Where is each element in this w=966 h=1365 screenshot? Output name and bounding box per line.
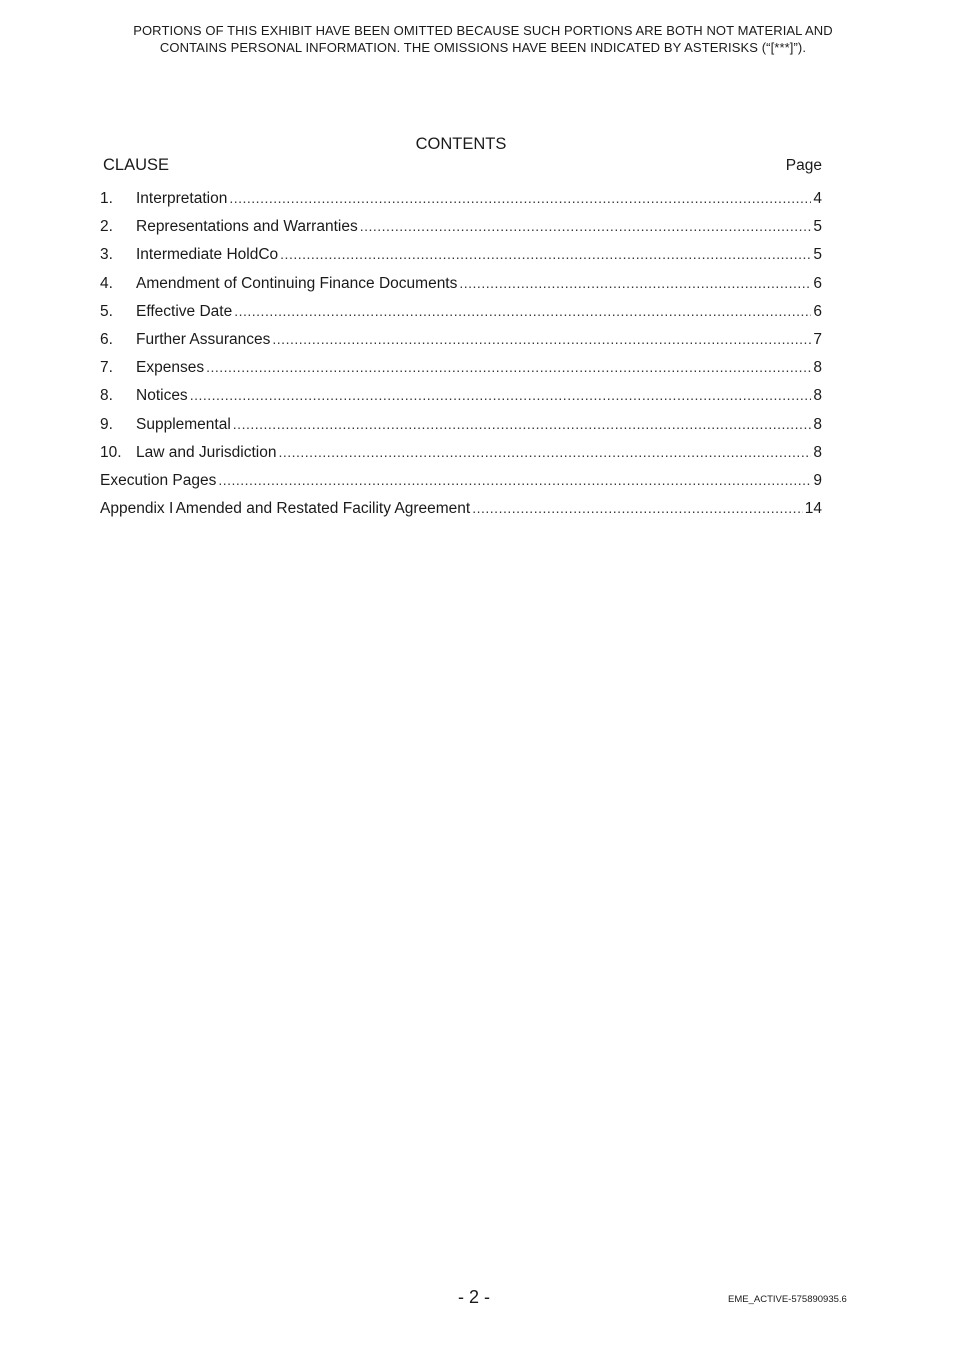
dot-leader [218,472,811,488]
toc-entry-title: Amendment of Continuing Finance Documents [136,274,458,292]
toc-entry-page: 7 [813,330,822,348]
toc-entry-1[interactable] [100,190,822,218]
toc-entry-page: 9 [813,471,822,489]
toc-entry-number: 2. [100,218,113,236]
dot-leader [272,331,811,347]
dot-leader [278,444,811,460]
dot-leader [459,275,811,291]
toc-entry-number: 9. [100,415,113,433]
toc-entry-title: Supplemental [136,415,231,433]
dot-leader [233,416,812,432]
toc-entry-page: 5 [813,246,822,264]
toc-entry-6[interactable] [100,331,822,359]
toc-entry-number: 1. [100,190,113,207]
page-column-heading: Page [785,157,822,174]
table-of-contents [100,190,822,528]
dot-leader [234,303,811,319]
toc-entry-page: 8 [813,359,822,377]
toc-entry-number: 4. [100,274,113,292]
toc-entry-page: 5 [813,218,822,236]
toc-entry-7[interactable] [100,359,822,387]
toc-entry-number: 6. [100,330,113,348]
toc-entry-2[interactable] [100,218,822,246]
dot-leader [360,218,812,234]
dot-leader [190,387,812,403]
toc-entry-page: 6 [813,302,822,320]
disclaimer-line-2: CONTAINS PERSONAL INFORMATION. THE OMISSIONS HAVE BEEN INDICATED BY ASTERISKS (“[***]”). [159,40,807,55]
toc-entry-number: 5. [100,302,113,320]
toc-entry-4[interactable] [100,275,822,303]
disclaimer-line-1: PORTIONS OF THIS EXHIBIT HAVE BEEN OMITTED BECAUSE SUCH PORTIONS ARE BOTH NOT MATERIAL AND [133,23,833,38]
toc-entry-title: Law and Jurisdiction [136,443,277,461]
toc-entry-title: Amended and Restated Facility Agreement [175,500,471,518]
contents-heading: CONTENTS [415,135,507,153]
page-number: - 2 - [457,1287,490,1307]
dot-leader [280,246,811,262]
toc-entry-page: 8 [813,387,822,405]
toc-entry-3[interactable] [100,246,822,274]
toc-entry-title: Notices [136,387,188,405]
toc-entry-page: 8 [813,443,822,461]
toc-entry-execution-pages[interactable] [100,472,822,500]
toc-entry-number: 7. [100,359,113,377]
toc-entry-title: Representations and Warranties [136,218,358,236]
toc-entry-appendix-1[interactable] [100,500,822,528]
toc-entry-title: Expenses [136,359,205,377]
toc-entry-title: Effective Date [136,302,233,320]
toc-entry-page: 4 [813,190,822,207]
toc-entry-number: 10. [100,443,122,461]
toc-entry-8[interactable] [100,387,822,415]
toc-entry-page: 14 [804,500,822,518]
dot-leader [229,190,811,206]
toc-entry-number: 8. [100,387,113,405]
toc-entry-number: 3. [100,246,113,264]
toc-entry-title: Execution Pages [100,471,217,489]
toc-entry-title: Interpretation [136,190,228,207]
document-reference: EME_ACTIVE-575890935.6 [728,1294,847,1305]
confidentiality-disclaimer [90,22,876,56]
toc-entry-page: 8 [813,415,822,433]
toc-entry-page: 6 [813,274,822,292]
appendix-label: Appendix I [100,500,174,518]
clause-column-heading: CLAUSE [103,156,170,174]
toc-entry-title: Intermediate HoldCo [136,246,279,264]
dot-leader [472,500,803,516]
toc-entry-5[interactable] [100,303,822,331]
toc-entry-9[interactable] [100,416,822,444]
toc-entry-title: Further Assurances [136,330,271,348]
dot-leader [206,359,811,375]
toc-entry-10[interactable] [100,444,822,472]
